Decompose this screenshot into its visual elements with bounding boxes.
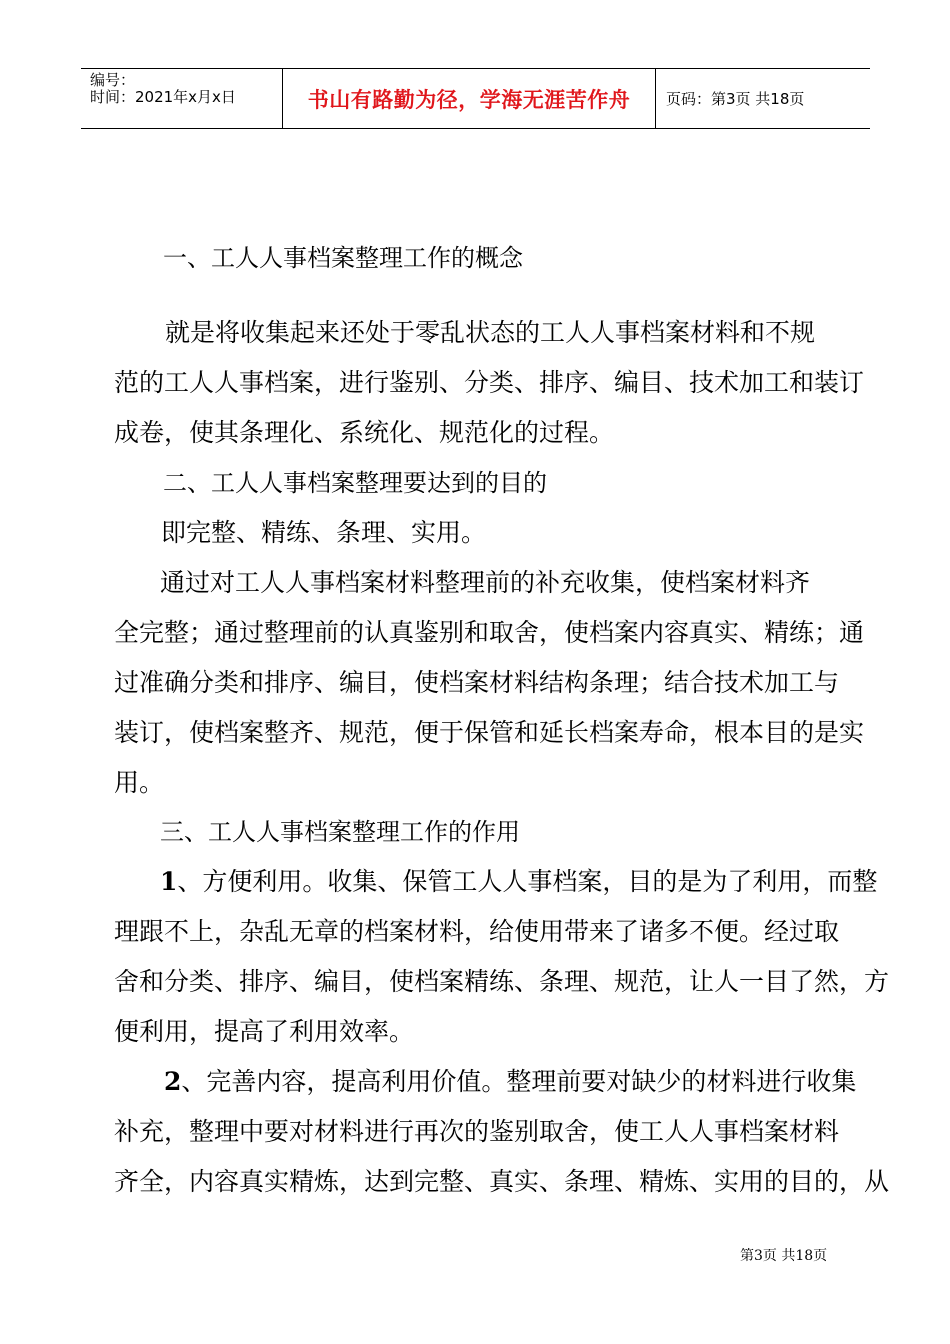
item-number: 2 [164,1067,182,1096]
section-1-title: 一、工人人事档案整理工作的概念 [163,244,523,272]
page-info: 页码：第3页 共18页 [666,89,805,108]
paragraph-3-line-1: 通过对工人人事档案材料整理前的补充收集，使档案材料齐 [160,568,811,597]
header-meta [81,69,282,128]
item-text: 、完善内容，提高利用价值。整理前要对缺少的材料进行收集 [181,1067,857,1096]
paragraph-3-line-3: 过准确分类和排序、编目，使档案材料结构条理；结合技术加工与 [114,668,840,697]
paragraph-4-line-4: 便利用，提高了利用效率。 [114,1017,415,1046]
paragraph-4-line-2: 理跟不上，杂乱无章的档案材料，给使用带来了诸多不便。经过取 [114,917,840,946]
page-footer-number: 第3页 共18页 [740,1248,828,1264]
item-text: 、方便利用。收集、保管工人人事档案，目的是为了利用，而整 [177,867,878,896]
paragraph-1-line-2: 范的工人人事档案，进行鉴别、分类、排序、编目、技术加工和装订 [114,368,865,397]
paragraph-5-line-3: 齐全，内容真实精炼，达到完整、真实、条理、精炼、实用的目的，从 [114,1167,890,1196]
paragraph-4-line-3: 舍和分类、排序、编目，使档案精练、条理、规范，让人一目了然，方 [114,967,890,996]
motto: 书山有路勤为径，学海无涯苦作舟 [307,87,631,112]
header-page-cell [656,69,870,128]
page-header [81,68,870,129]
serial-label: 编号： [90,71,136,89]
paragraph-1-line-3: 成卷，使其条理化、系统化、规范化的过程。 [114,418,615,447]
paragraph-3-line-4: 装订，使档案整齐、规范，便于保管和延长档案寿命，根本目的是实 [114,718,865,747]
paragraph-4-line-1 [160,867,877,897]
paragraph-5-line-2: 补充，整理中要对材料进行再次的鉴别取舍，使工人人事档案材料 [114,1117,840,1146]
paragraph-3-line-5: 用。 [114,768,165,797]
paragraph-5-line-1 [164,1067,856,1097]
item-number: 1 [160,867,178,896]
paragraph-3-line-2: 全完整；通过整理前的认真鉴别和取舍，使档案内容真实、精练；通 [114,618,865,647]
paragraph-2-line-1: 即完整、精练、条理、实用。 [161,518,487,547]
section-3-title: 三、工人人事档案整理工作的作用 [160,818,520,846]
section-2-title: 二、工人人事档案整理要达到的目的 [163,469,547,497]
paragraph-1-line-1: 就是将收集起来还处于零乱状态的工人人事档案材料和不规 [165,318,816,347]
header-motto-cell [282,69,656,128]
time-label: 时间：2021年x月x日 [90,88,236,106]
